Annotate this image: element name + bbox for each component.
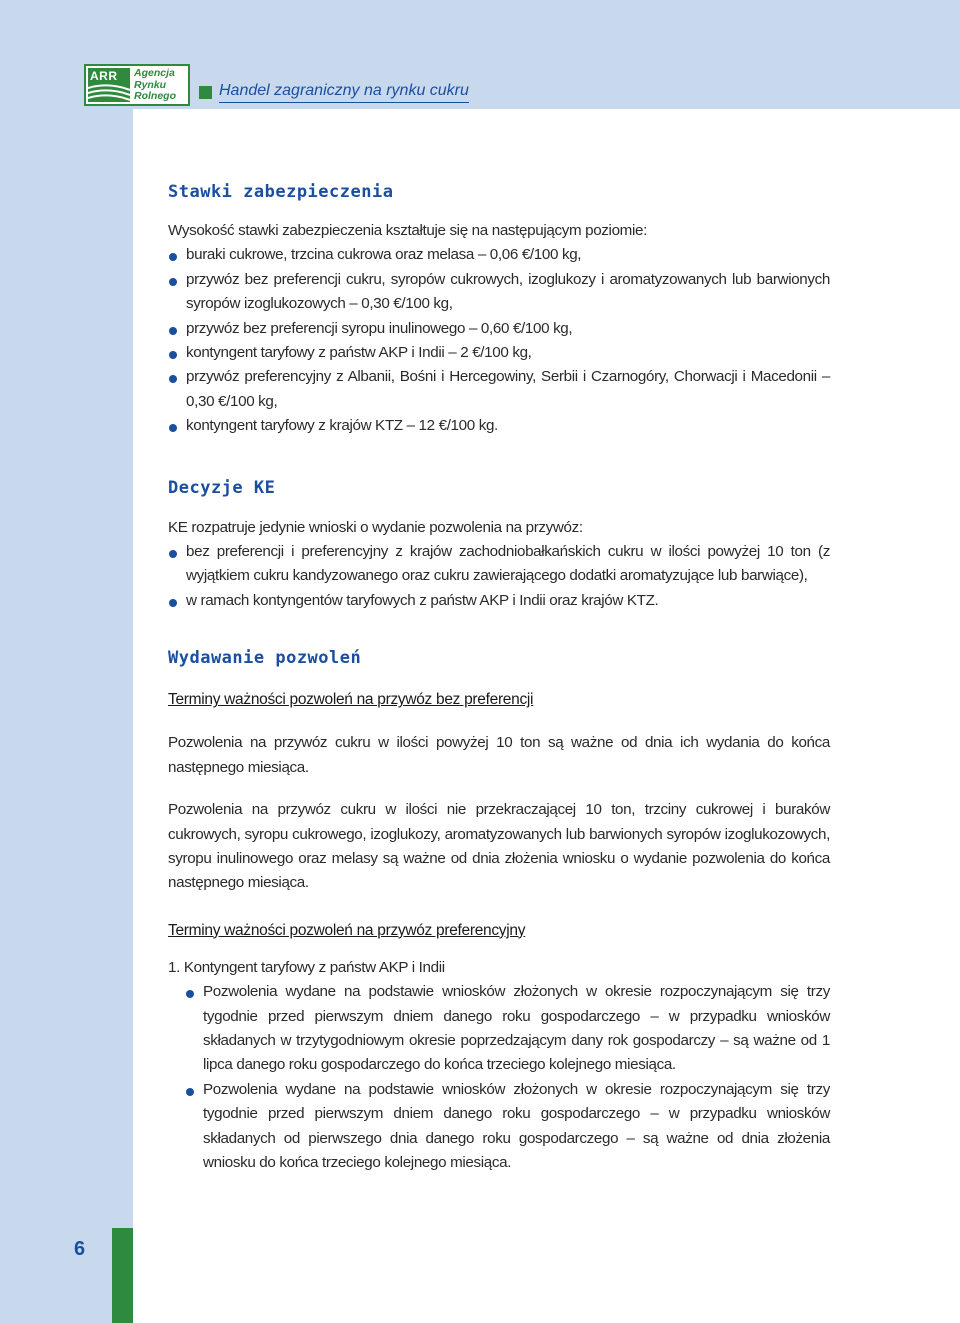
logo-name (134, 68, 176, 103)
field-stripes-icon (88, 84, 130, 102)
list-item: przywóz bez preferencji syropu inulinowego – 0,60 €/100 kg, (168, 317, 830, 341)
paragraph: Pozwolenia na przywóz cukru w ilości nie przekraczającej 10 ton, trzciny cukrowej i buraków cukrowych, syropu cukrowego, izoglukozy, aromatyzowanych lub barwionych syropów izoglukozowych, syropu inulinowego oraz melasy są ważne od dnia złożenia wniosku o wydanie pozwolenia do końca następnego miesiąca. (168, 801, 830, 892)
logo-line-3: Rolnego (134, 90, 176, 102)
page-header (0, 0, 960, 109)
page-number: 6 (74, 1238, 86, 1260)
logo-abbr: ARR (90, 69, 118, 83)
list-item: Pozwolenia wydane na podstawie wniosków złożonych w okresie rozpoczynającym się trzy tygodnie przed pierwszym dniem danego roku gospodarczego – w przypadku wniosków składanych od pierwszego dnia danego roku gospodarczego – są ważne od dnia złożenia wniosku do końca trzeciego kolejnego miesiąca. (185, 1078, 830, 1176)
section-heading-decyzje: Decyzje KE (168, 477, 276, 498)
list-item: bez preferencji i preferencyjny z krajów zachodniobałkańskich cukru w ilości powyżej 10 ton (z wyjątkiem cukru kandyzowanego oraz cukru zawierającego dodatki aromatyzujące lub barwiące), (168, 540, 830, 589)
paragraph: Pozwolenia na przywóz cukru w ilości powyżej 10 ton są ważne od dnia ich wydania do końca następnego miesiąca. (168, 734, 830, 776)
main-content (168, 180, 830, 1175)
section-heading-stawki: Stawki zabezpieczenia (168, 182, 394, 202)
subheading-bez-preferencji: Terminy ważności pozwoleń na przywóz bez preferencji (168, 691, 534, 709)
header-square-icon (199, 86, 212, 99)
header-title: Handel zagraniczny na rynku cukru (219, 82, 469, 103)
list-item: Pozwolenia wydane na podstawie wniosków złożonych w okresie rozpoczynającym się trzy tygodnie przed pierwszym dniem danego roku gospodarczego – w przypadku wniosków składanych w trzytygodniowym okresie poprzedzającym dany rok gospodarczy – są ważne od 1 lipca danego roku gospodarczego do końca trzeciego kolejnego miesiąca. (185, 980, 830, 1078)
logo-line-2: Rynku (134, 78, 167, 91)
list-item: przywóz preferencyjny z Albanii, Bośni i Hercegowiny, Serbii i Czarnogóry, Chorwacji i Macedonii – 0,30 €/100 kg, (168, 365, 830, 414)
logo-mark (88, 68, 130, 102)
logo-line-1: Agencja (134, 67, 175, 79)
stawki-intro: Wysokość stawki zabezpieczenia kształtuje się na następującym poziomie: (168, 222, 647, 239)
list-item: kontyngent taryfowy z państw AKP i Indii – 2 €/100 kg, (168, 341, 830, 365)
page-number-strip (112, 1228, 133, 1323)
stawki-list (168, 243, 830, 438)
list-item: kontyngent taryfowy z krajów KTZ – 12 €/100 kg. (168, 414, 830, 438)
arr-logo (84, 64, 190, 106)
list-item: w ramach kontyngentów taryfowych z państw AKP i Indii oraz krajów KTZ. (168, 589, 830, 613)
list-item: buraki cukrowe, trzcina cukrowa oraz melasa – 0,06 €/100 kg, (168, 243, 830, 267)
subheading-preferencyjny: Terminy ważności pozwoleń na przywóz preferencyjny (168, 921, 526, 939)
decyzje-list (168, 540, 830, 613)
decyzje-intro: KE rozpatruje jedynie wnioski o wydanie pozwolenia na przywóz: (168, 518, 583, 536)
preferencyjny-list (185, 980, 830, 1175)
list-item: przywóz bez preferencji cukru, syropów cukrowych, izoglukozy i aromatyzowanych lub barwionych syropów izoglukozowych – 0,30 €/100 kg, (168, 268, 830, 317)
section-heading-wydawanie: Wydawanie pozwoleń (168, 648, 362, 669)
point-1: 1. Kontyngent taryfowy z państw AKP i Indii (168, 958, 445, 976)
